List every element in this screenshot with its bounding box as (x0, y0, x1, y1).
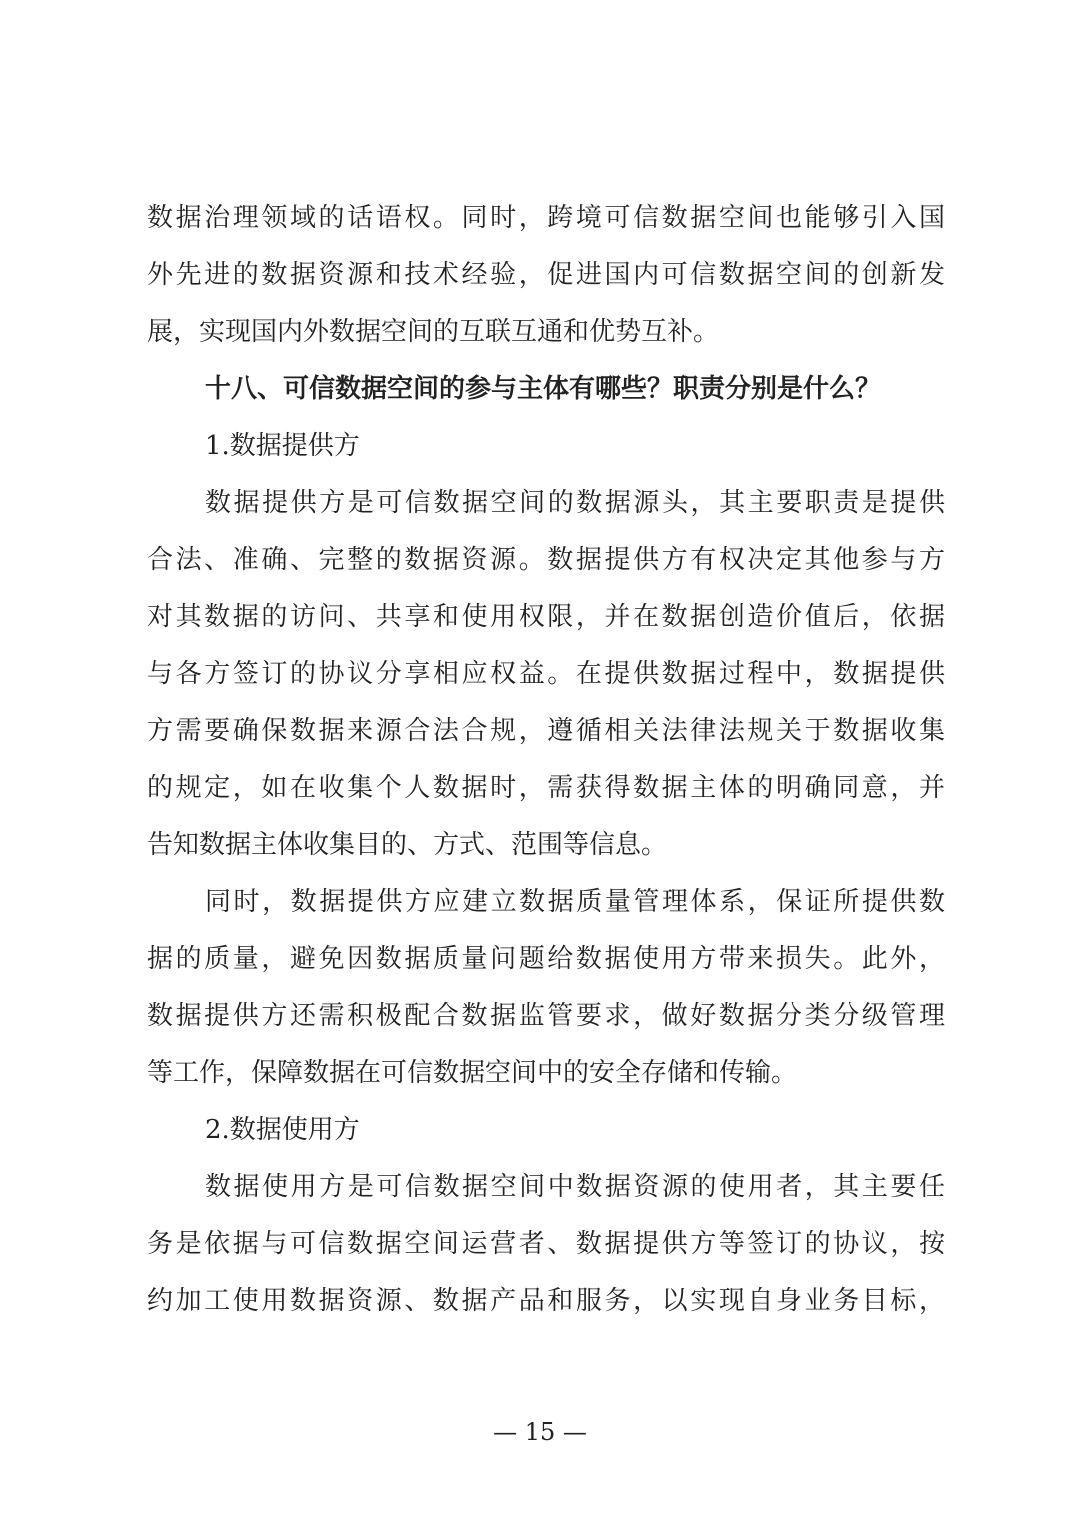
subsection-heading: 1.数据提供方 (205, 431, 360, 461)
body-line: 外先进的数据资源和技术经验，促进国内可信数据空间的创新发 (147, 260, 945, 290)
body-line: 数据使用方是可信数据空间中数据资源的使用者，其主要任 (205, 1172, 945, 1202)
body-line: 据的质量，避免因数据质量问题给数据使用方带来损失。此外， (147, 944, 945, 974)
body-line: 约加工使用数据资源、数据产品和服务，以实现自身业务目标， (147, 1286, 945, 1316)
body-line: 务是依据与可信数据空间运营者、数据提供方等签订的协议，按 (147, 1229, 945, 1259)
body-line: 数据提供方是可信数据空间的数据源头，其主要职责是提供 (205, 488, 945, 518)
subsection-heading: 2.数据使用方 (205, 1115, 360, 1145)
body-line: 方需要确保数据来源合法合规，遵循相关法律法规关于数据收集 (147, 716, 945, 746)
body-line: 与各方签订的协议分享相应权益。在提供数据过程中，数据提供 (147, 659, 945, 689)
section-heading: 十八、可信数据空间的参与主体有哪些？职责分别是什么？ (205, 374, 882, 404)
body-line: 对其数据的访问、共享和使用权限，并在数据创造价值后，依据 (147, 602, 945, 632)
body-line: 合法、准确、完整的数据资源。数据提供方有权决定其他参与方 (147, 545, 945, 575)
document-body (147, 190, 945, 1330)
body-line: 告知数据主体收集目的、方式、范围等信息。 (147, 830, 668, 860)
body-line: 展，实现国内外数据空间的互联互通和优势互补。 (147, 317, 720, 347)
body-line: 同时，数据提供方应建立数据质量管理体系，保证所提供数 (205, 887, 945, 917)
body-line: 数据治理领域的话语权。同时，跨境可信数据空间也能够引入国 (147, 203, 945, 233)
page-number: — 15 — (493, 1418, 587, 1446)
body-line: 等工作，保障数据在可信数据空间中的安全存储和传输。 (147, 1058, 798, 1088)
body-line: 数据提供方还需积极配合数据监管要求，做好数据分类分级管理 (147, 1001, 945, 1031)
body-line: 的规定，如在收集个人数据时，需获得数据主体的明确同意，并 (147, 773, 945, 803)
